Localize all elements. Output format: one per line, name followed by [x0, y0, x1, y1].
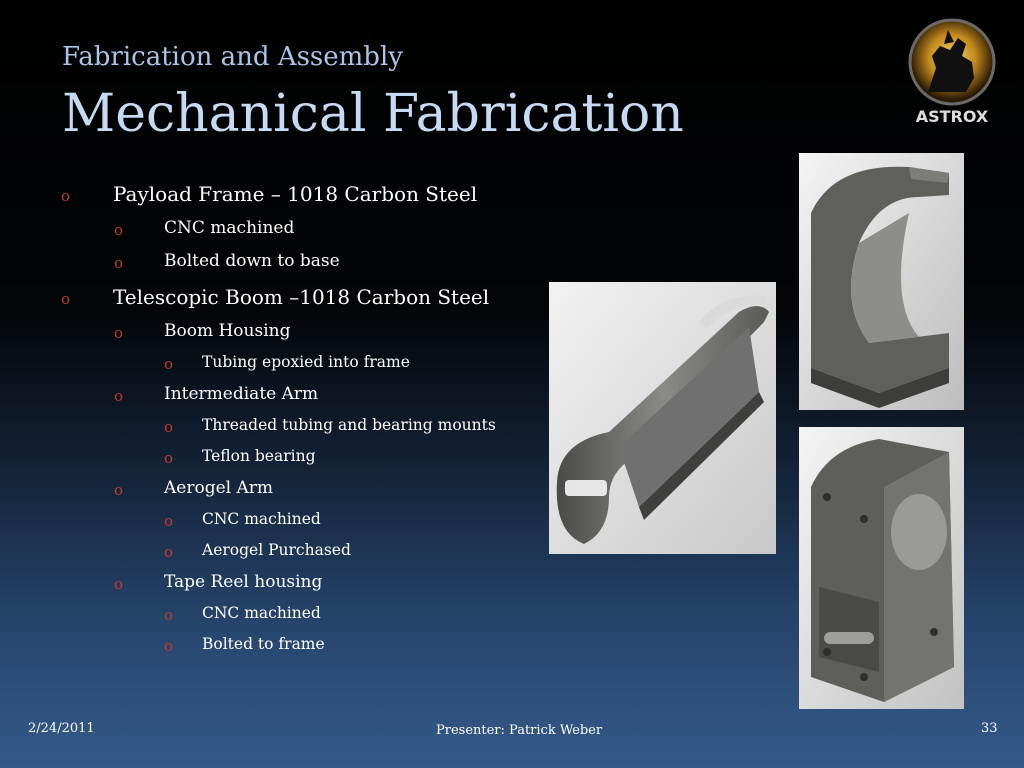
- bullet-text: Payload Frame – 1018 Carbon Steel: [113, 182, 478, 206]
- bullet-marker-icon: o: [164, 418, 174, 436]
- bullet-item: [164, 604, 321, 624]
- bullet-text: Bolted down to base: [164, 251, 340, 271]
- footer-presenter: Presenter: Patrick Weber: [436, 723, 603, 738]
- bullet-marker-icon: o: [164, 637, 174, 655]
- bullet-text: Threaded tubing and bearing mounts: [202, 416, 496, 434]
- bullet-text: Teflon bearing: [202, 447, 316, 465]
- bullet-item: [164, 416, 496, 436]
- bullet-marker-icon: o: [164, 449, 174, 467]
- bullet-marker-icon: o: [114, 254, 124, 272]
- bullet-marker-icon: o: [61, 187, 71, 205]
- bullet-marker-icon: o: [164, 355, 174, 373]
- bullet-marker-icon: o: [114, 221, 124, 239]
- payload-frame-render: [799, 153, 964, 410]
- bullet-text: Aerogel Purchased: [202, 541, 351, 559]
- bullet-marker-icon: o: [164, 606, 174, 624]
- bullet-item: [114, 218, 295, 239]
- bullet-item: [114, 478, 274, 499]
- bullet-text: Telescopic Boom –1018 Carbon Steel: [113, 285, 490, 309]
- bullet-marker-icon: o: [114, 324, 124, 342]
- bullet-marker-icon: o: [164, 543, 174, 561]
- bullet-item: [114, 251, 340, 272]
- bullet-item: [164, 510, 321, 530]
- bullet-text: Aerogel Arm: [164, 478, 274, 498]
- astrox-logo: [906, 16, 998, 128]
- bullet-text: CNC machined: [164, 218, 295, 238]
- slide-title: Mechanical Fabrication: [62, 84, 684, 144]
- bullet-text: CNC machined: [202, 604, 321, 622]
- bullet-text: Boom Housing: [164, 321, 291, 341]
- bullet-marker-icon: o: [114, 481, 124, 499]
- bullet-text: CNC machined: [202, 510, 321, 528]
- bullet-text: Tape Reel housing: [164, 572, 323, 592]
- slide-subtitle: Fabrication and Assembly: [62, 42, 403, 72]
- bullet-item: [61, 285, 490, 309]
- bullet-marker-icon: o: [114, 387, 124, 405]
- bullet-text: Tubing epoxied into frame: [202, 353, 410, 371]
- bullet-item: [164, 447, 316, 467]
- bullet-marker-icon: o: [164, 512, 174, 530]
- footer-date: 2/24/2011: [28, 721, 95, 736]
- boom-housing-render: [549, 282, 776, 554]
- bullet-item: [164, 635, 325, 655]
- bullet-text: Bolted to frame: [202, 635, 325, 653]
- bullet-item: [164, 353, 410, 373]
- bullet-marker-icon: o: [114, 575, 124, 593]
- bullet-item: [114, 321, 291, 342]
- footer-page-number: 33: [981, 721, 998, 736]
- bullet-item: [61, 182, 478, 206]
- bullet-item: [114, 572, 323, 593]
- bullet-item: [114, 384, 319, 405]
- bullet-item: [164, 541, 351, 561]
- bullet-text: Intermediate Arm: [164, 384, 319, 404]
- bullet-marker-icon: o: [61, 290, 71, 308]
- tape-reel-housing-render: [799, 427, 964, 709]
- svg-text:ASTROX: ASTROX: [915, 107, 989, 126]
